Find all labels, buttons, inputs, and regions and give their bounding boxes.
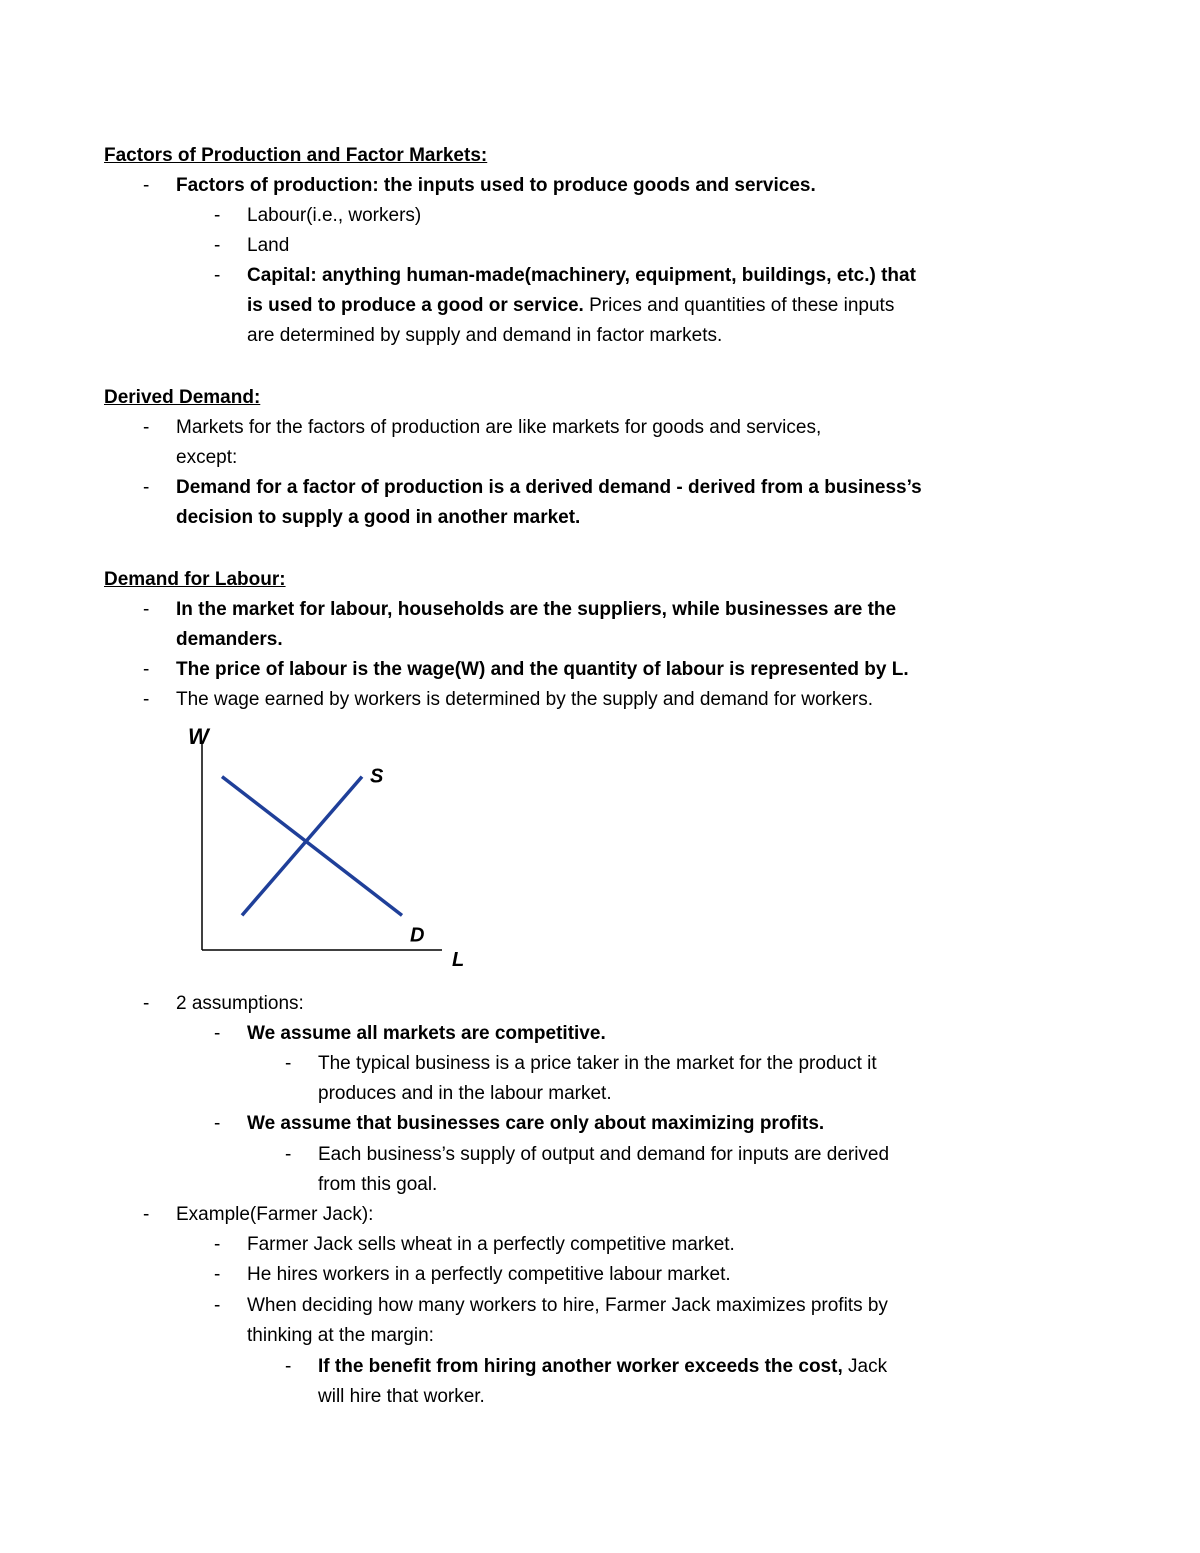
factor-capital-line1: Capital: anything human-made(machinery, equipment, buildings, etc.) that (247, 265, 916, 286)
factors-definition: Factors of production: the inputs used to produce goods and services. (176, 175, 816, 196)
factor-capital-rest: Prices and quantities of these inputs (583, 295, 895, 316)
assumption-1-detail-line1: The typical business is a price taker in the market for the product it (318, 1053, 877, 1074)
curve-label-d: D (410, 924, 425, 947)
assumption-1: We assume all markets are competitive. (247, 1023, 606, 1044)
bullet-dash: - (143, 599, 150, 620)
bullet-dash: - (214, 1264, 221, 1285)
derived-item2-line2: decision to supply a good in another market. (176, 507, 581, 528)
example-sub-rest: Jack (842, 1356, 888, 1377)
example-item-2: He hires workers in a perfectly competitive labour market. (247, 1264, 731, 1285)
bullet-dash: - (285, 1356, 292, 1377)
supply-demand-chart (180, 722, 480, 972)
factor-capital-line2 (247, 291, 894, 321)
labour-item1-line2: demanders. (176, 629, 283, 650)
bullet-dash: - (214, 205, 221, 226)
bullet-dash: - (285, 1053, 292, 1074)
labour-item1-line1: In the market for labour, households are the suppliers, while businesses are the (176, 599, 897, 620)
assumption-1-detail-line2: produces and in the labour market. (318, 1083, 612, 1104)
curve-label-s: S (370, 765, 384, 788)
bullet-dash: - (285, 1144, 292, 1165)
example-item-3-line2: thinking at the margin: (247, 1325, 434, 1346)
bullet-dash: - (143, 175, 150, 196)
example-item-1: Farmer Jack sells wheat in a perfectly competitive market. (247, 1234, 735, 1255)
labour-item2: The price of labour is the wage(W) and the quantity of labour is represented by L. (176, 659, 909, 680)
factor-capital-bold: is used to produce a good or service. (247, 295, 584, 316)
curve-d (222, 777, 402, 916)
section-title-factors: Factors of Production and Factor Markets: (104, 145, 488, 166)
labour-item3: The wage earned by workers is determined by the supply and demand for workers. (176, 689, 874, 710)
factor-capital-line3: are determined by supply and demand in factor markets. (247, 325, 723, 346)
section-title-derived: Derived Demand: (104, 387, 261, 408)
assumption-2-detail-line1: Each business’s supply of output and demand for inputs are derived (318, 1144, 890, 1165)
bullet-dash: - (214, 235, 221, 256)
example-sub-bold: If the benefit from hiring another worker exceeds the cost, (318, 1356, 843, 1377)
curve-s (242, 777, 362, 916)
assumption-2-detail-line2: from this goal. (318, 1174, 438, 1195)
bullet-dash: - (143, 689, 150, 710)
bullet-dash: - (143, 417, 150, 438)
assumptions-heading: 2 assumptions: (176, 993, 304, 1014)
derived-item2-line1: Demand for a factor of production is a derived demand - derived from a business’s (176, 477, 922, 498)
factor-labour: Labour(i.e., workers) (247, 205, 422, 226)
section-title-labour: Demand for Labour: (104, 569, 286, 590)
example-sub-line2: will hire that worker. (318, 1386, 485, 1407)
x-axis-label: L (452, 949, 465, 971)
bullet-dash: - (214, 1023, 221, 1044)
example-sub-line1 (318, 1352, 887, 1382)
derived-item1-line1: Markets for the factors of production are like markets for goods and services, (176, 417, 822, 438)
bullet-dash: - (214, 1295, 221, 1316)
bullet-dash: - (214, 265, 221, 286)
bullet-dash: - (143, 659, 150, 680)
assumption-2: We assume that businesses care only about maximizing profits. (247, 1113, 825, 1134)
example-heading: Example(Farmer Jack): (176, 1204, 374, 1225)
bullet-dash: - (143, 1204, 150, 1225)
example-item-3-line1: When deciding how many workers to hire, Farmer Jack maximizes profits by (247, 1295, 888, 1316)
bullet-dash: - (143, 477, 150, 498)
bullet-dash: - (143, 993, 150, 1014)
y-axis-label: W (188, 724, 209, 749)
bullet-dash: - (214, 1234, 221, 1255)
derived-item1-line2: except: (176, 447, 238, 468)
bullet-dash: - (214, 1113, 221, 1134)
factor-land: Land (247, 235, 290, 256)
